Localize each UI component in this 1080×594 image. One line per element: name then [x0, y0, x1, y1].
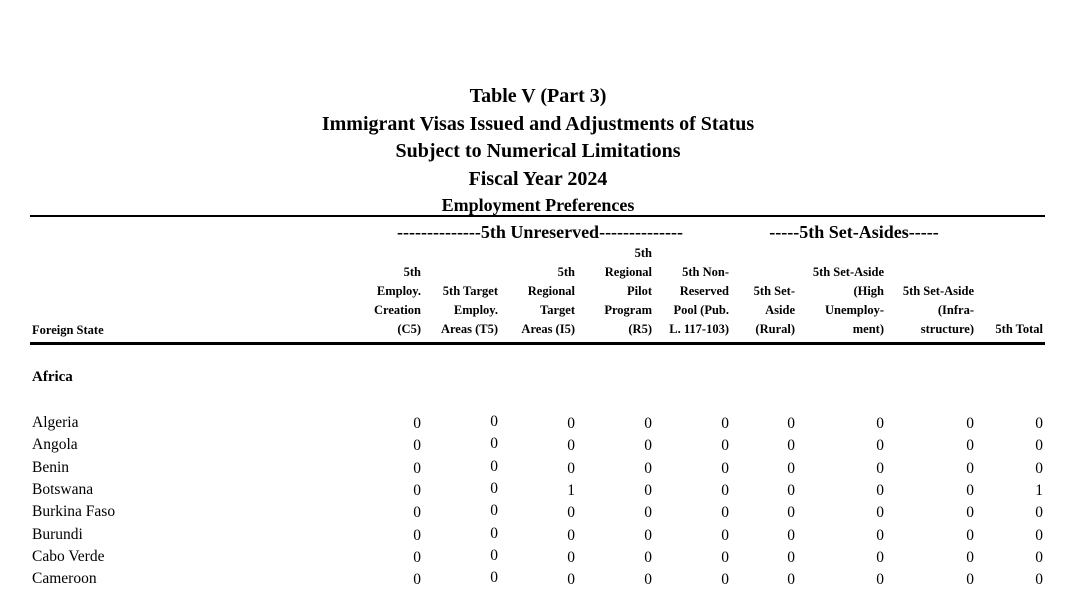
- cell-i5: 0: [567, 526, 575, 544]
- cell-t5: 0: [490, 502, 498, 520]
- column-header-rural: 5th Set- Aside (Rural): [753, 284, 795, 336]
- cell-nonreserved: 0: [721, 548, 729, 566]
- region-heading: Africa: [32, 369, 73, 385]
- cell-t5: 0: [490, 413, 498, 430]
- cell-high-unemployment: 0: [876, 504, 884, 522]
- cell-high-unemployment: 0: [876, 415, 884, 432]
- cell-r5: 0: [644, 548, 652, 566]
- cell-total: 0: [1035, 459, 1043, 477]
- cell-nonreserved: 0: [721, 571, 729, 589]
- cell-r5: 0: [644, 459, 652, 477]
- cell-c5: 0: [413, 437, 421, 455]
- cell-total: 0: [1035, 437, 1043, 455]
- cell-c5: 0: [413, 504, 421, 522]
- foreign-state-name: Cameroon: [32, 570, 97, 588]
- foreign-state-name: Burundi: [32, 525, 83, 543]
- column-header-infrastructure: 5th Set-Aside (Infra- structure): [902, 284, 974, 336]
- cell-nonreserved: 0: [721, 437, 729, 455]
- cell-rural: 0: [787, 459, 795, 477]
- column-header-foreign-state: Foreign State: [32, 323, 104, 337]
- column-header-t5: 5th Target Employ. Areas (T5): [440, 284, 498, 336]
- cell-i5: 0: [567, 548, 575, 566]
- cell-c5: 0: [413, 481, 421, 499]
- table-row: [0, 459, 1080, 481]
- table-subtitle: Employment Preferences: [441, 195, 635, 215]
- foreign-state-name: Angola: [32, 436, 78, 454]
- cell-nonreserved: 0: [721, 459, 729, 477]
- cell-infrastructure: 0: [966, 415, 974, 432]
- table-title-line-2: Immigrant Visas Issued and Adjustments of Status: [321, 112, 755, 135]
- column-header-total: 5th Total: [995, 322, 1043, 336]
- top-rule: [30, 215, 1045, 217]
- cell-infrastructure: 0: [966, 526, 974, 544]
- cell-rural: 0: [787, 526, 795, 544]
- foreign-state-name: Benin: [32, 458, 70, 476]
- cell-nonreserved: 0: [721, 481, 729, 499]
- cell-t5: 0: [490, 479, 498, 497]
- cell-high-unemployment: 0: [876, 481, 884, 499]
- group-header-set-asides: -----5th Set-Asides-----: [769, 222, 939, 242]
- cell-r5: 0: [644, 504, 652, 522]
- table-title-line-3: Subject to Numerical Limitations: [395, 140, 681, 162]
- cell-r5: 0: [644, 526, 652, 544]
- cell-t5: 0: [490, 569, 498, 587]
- cell-rural: 0: [787, 571, 795, 589]
- cell-rural: 0: [787, 504, 795, 522]
- cell-t5: 0: [490, 524, 498, 542]
- cell-infrastructure: 0: [966, 504, 974, 522]
- cell-i5: 0: [567, 504, 575, 522]
- cell-i5: 0: [567, 459, 575, 477]
- cell-total: 0: [1035, 548, 1043, 566]
- cell-rural: 0: [787, 481, 795, 499]
- cell-r5: 0: [644, 415, 652, 432]
- cell-infrastructure: 0: [966, 437, 974, 455]
- table-row: [0, 548, 1080, 570]
- cell-nonreserved: 0: [721, 504, 729, 522]
- cell-r5: 0: [644, 437, 652, 455]
- table-row: [0, 503, 1080, 525]
- cell-high-unemployment: 0: [876, 571, 884, 589]
- column-header-high-unemployment: 5th Set-Aside (High Unemploy- ment): [812, 265, 884, 336]
- cell-infrastructure: 0: [966, 481, 974, 499]
- cell-c5: 0: [413, 459, 421, 477]
- cell-nonreserved: 0: [721, 526, 729, 544]
- cell-rural: 0: [787, 548, 795, 566]
- column-header-r5: 5th Regional Pilot Program (R5): [604, 246, 652, 336]
- cell-total: 0: [1035, 571, 1043, 589]
- column-header-i5: 5th Regional Target Areas (I5): [521, 265, 575, 336]
- cell-infrastructure: 0: [966, 459, 974, 477]
- cell-total: 0: [1035, 504, 1043, 522]
- table-row: [0, 481, 1080, 503]
- table-row: [0, 414, 1080, 436]
- cell-c5: 0: [413, 548, 421, 566]
- table-title-fiscal-year: Fiscal Year 2024: [468, 167, 608, 190]
- cell-i5: 0: [567, 415, 575, 432]
- cell-c5: 0: [413, 526, 421, 544]
- table-title-block: [0, 83, 1076, 217]
- foreign-state-name: Botswana: [32, 480, 94, 498]
- group-header-unreserved: --------------5th Unreserved--------------: [397, 222, 683, 242]
- cell-high-unemployment: 0: [876, 459, 884, 477]
- cell-r5: 0: [644, 571, 652, 589]
- cell-c5: 0: [413, 415, 421, 432]
- cell-i5: 0: [567, 437, 575, 455]
- cell-infrastructure: 0: [966, 571, 974, 589]
- cell-rural: 0: [787, 415, 795, 432]
- cell-total: 1: [1035, 481, 1043, 499]
- cell-c5: 0: [413, 571, 421, 589]
- column-header-c5: 5th Employ. Creation (C5): [374, 265, 421, 336]
- cell-high-unemployment: 0: [876, 437, 884, 455]
- cell-i5: 1: [567, 481, 575, 499]
- cell-nonreserved: 0: [721, 415, 729, 432]
- cell-i5: 0: [567, 571, 575, 589]
- cell-high-unemployment: 0: [876, 548, 884, 566]
- foreign-state-name: Cabo Verde: [32, 547, 105, 565]
- table-title: Table V (Part 3): [469, 85, 607, 107]
- cell-t5: 0: [490, 457, 498, 475]
- cell-total: 0: [1035, 526, 1043, 544]
- cell-t5: 0: [490, 435, 498, 453]
- table-row: [0, 436, 1080, 458]
- foreign-state-name: Burkina Faso: [32, 503, 116, 521]
- foreign-state-name: Algeria: [32, 414, 79, 431]
- column-header-nonreserved: 5th Non- Reserved Pool (Pub. L. 117-103): [669, 265, 729, 336]
- cell-high-unemployment: 0: [876, 526, 884, 544]
- table-row: [0, 526, 1080, 548]
- table-row: [0, 570, 1080, 592]
- cell-infrastructure: 0: [966, 548, 974, 566]
- cell-r5: 0: [644, 481, 652, 499]
- cell-rural: 0: [787, 437, 795, 455]
- cell-total: 0: [1035, 415, 1043, 432]
- cell-t5: 0: [490, 546, 498, 564]
- header-rule: [30, 342, 1045, 345]
